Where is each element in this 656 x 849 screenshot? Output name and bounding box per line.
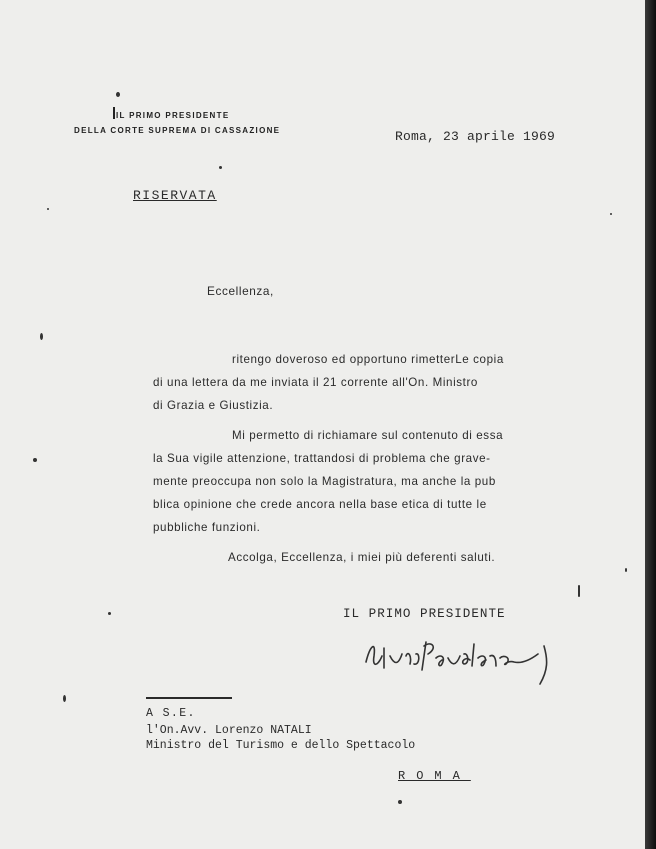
body-line: di Grazia e Giustizia. [153,399,274,412]
scan-speck [610,213,612,215]
letter-date: Roma, 23 aprile 1969 [395,129,556,144]
scan-speck [219,166,222,169]
scan-speck [108,612,111,615]
recipient-line-1: A S.E. [146,707,196,720]
handwritten-signature [362,626,562,686]
scan-speck [625,568,627,572]
scan-speck [398,800,402,804]
body-line: blica opinione che crede ancora nella base etica di tutte le [153,498,487,511]
scan-edge [645,0,656,849]
body-line: mente preoccupa non solo la Magistratura, ma anche la pub [153,475,496,488]
classification-label: RISERVATA [133,188,217,203]
scan-speck [116,92,120,97]
body-line: di una lettera da me inviata il 21 corrente all'On. Ministro [153,376,478,389]
body-line: pubbliche funzioni. [153,521,261,534]
salutation: Eccellenza, [207,284,274,298]
body-line: ritengo doveroso ed opportuno rimetterLe copia [232,353,504,366]
body-line: Accolga, Eccellenza, i miei più deferenti saluti. [228,551,496,564]
body-line: Mi permetto di richiamare sul contenuto di essa [232,429,504,442]
recipient-city: ROMA [398,769,471,783]
letterhead-line-2: DELLA CORTE SUPREMA DI CASSAZIONE [74,126,281,135]
recipient-line-3: Ministro del Turismo e dello Spettacolo [146,739,416,752]
recipient-rule [146,697,232,699]
scan-speck [63,695,66,702]
letterhead-line-1: IL PRIMO PRESIDENTE [116,111,230,120]
scan-speck [33,458,37,462]
recipient-line-2: l'On.Avv. Lorenzo NATALI [146,724,312,737]
scan-speck [40,333,43,340]
letterhead-mark [113,107,115,119]
body-line: la Sua vigile attenzione, trattandosi di problema che grave- [153,452,491,465]
scan-speck [47,208,49,210]
scan-speck [578,585,580,597]
signature-title: IL PRIMO PRESIDENTE [343,607,506,621]
